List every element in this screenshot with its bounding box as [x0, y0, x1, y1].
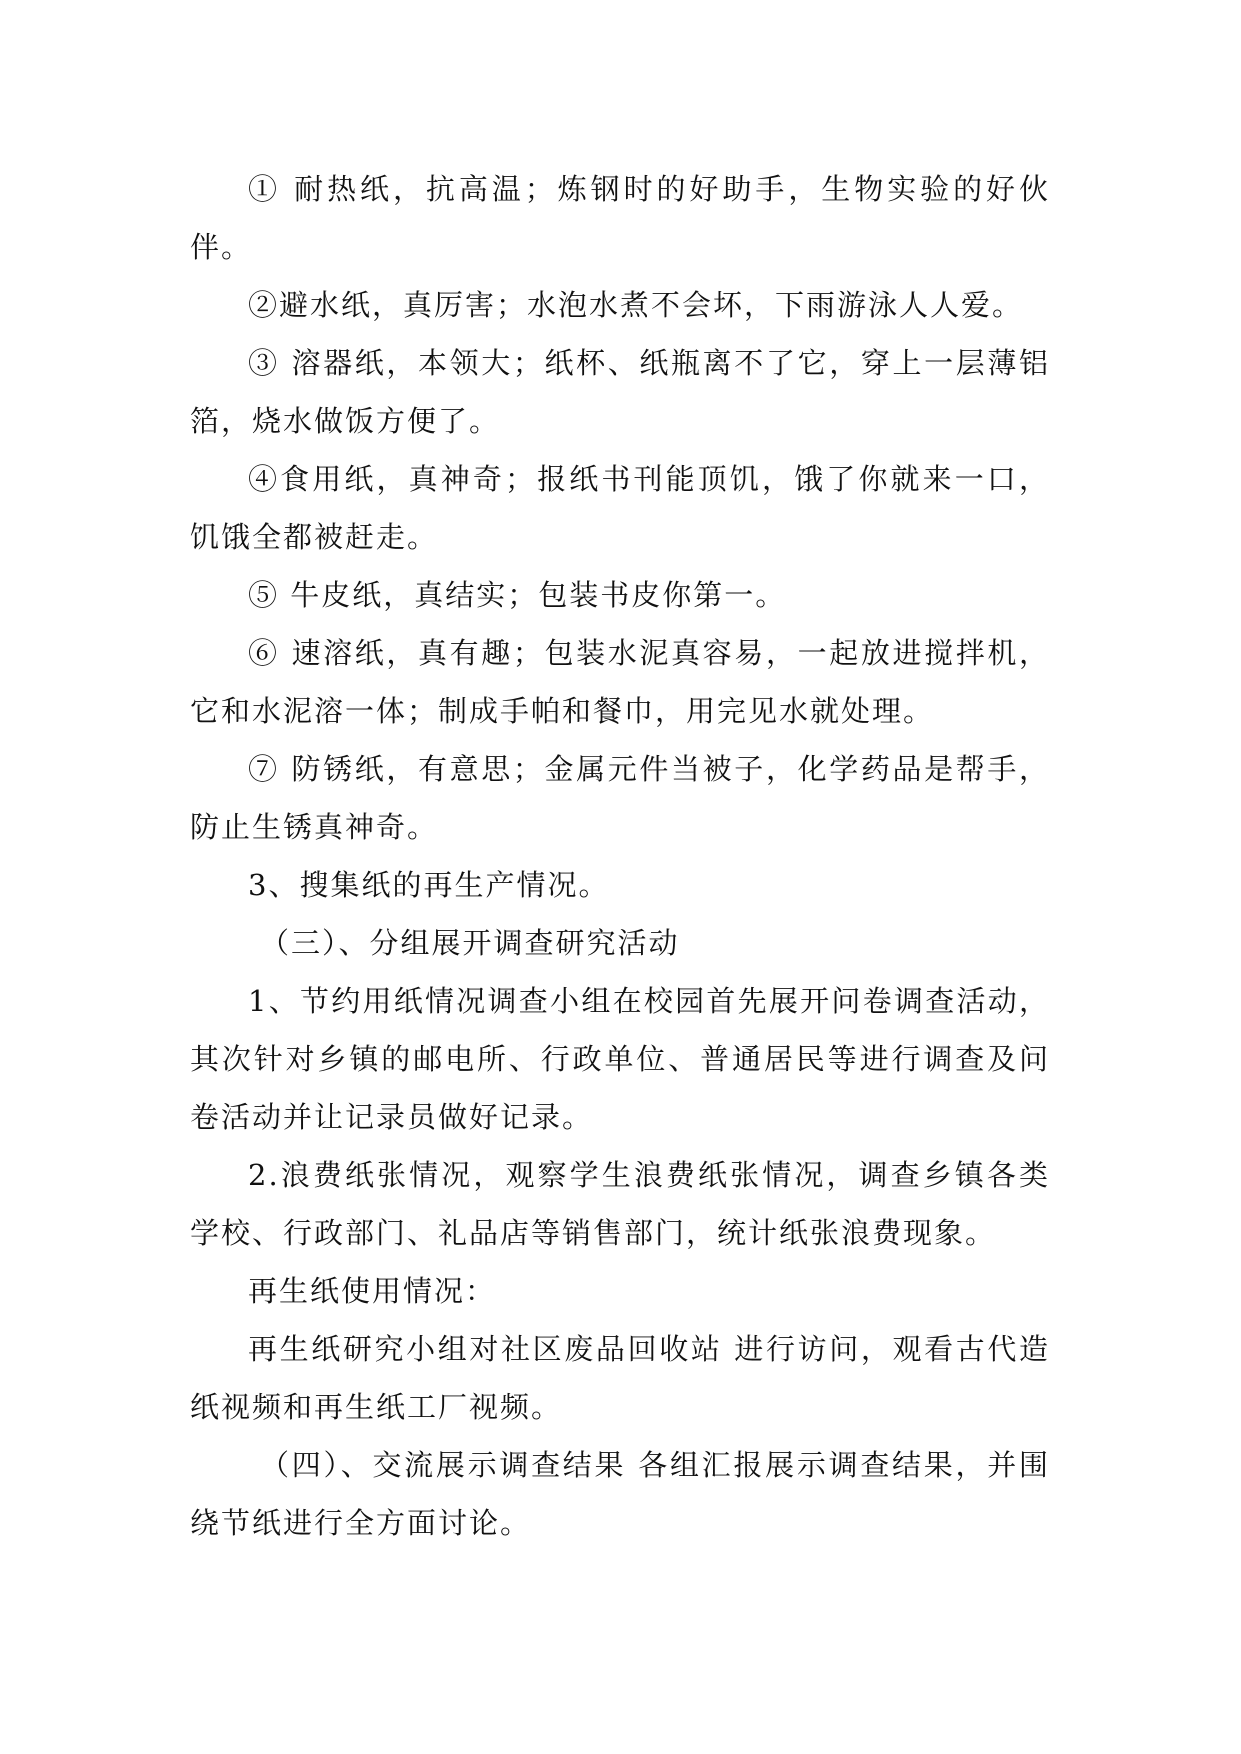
- paragraph-step-2: 2.浪费纸张情况，观察学生浪费纸张情况，调查乡镇各类学校、行政部门、礼品店等销售部门，统计纸张浪费现象。: [190, 1158, 1050, 1250]
- paragraph-anti-rust-paper: ⑦ 防锈纸，有意思；金属元件当被子，化学药品是帮手，防止生锈真神奇。: [190, 752, 1050, 844]
- paragraph-step-1: 1、节约用纸情况调查小组在校园首先展开问卷调查活动，其次针对乡镇的邮电所、行政单位、普通居民等进行调查及问卷活动并让记录员做好记录。: [190, 984, 1050, 1134]
- document-body: [190, 160, 1050, 1552]
- paragraph-kraft-paper: ⑤ 牛皮纸，真结实；包装书皮你第一。: [248, 578, 787, 612]
- paragraph-item-3: 3、搜集纸的再生产情况。: [248, 868, 610, 902]
- paragraph-waterproof-paper: ②避水纸，真厉害；水泡水煮不会坏，下雨游泳人人爱。: [248, 288, 1024, 322]
- paragraph-quick-dissolve-paper: ⑥ 速溶纸，真有趣；包装水泥真容易，一起放进搅拌机，它和水泥溶一体；制成手帕和餐巾，用完见水就处理。: [190, 636, 1050, 728]
- paragraph-recycled-paper-label: 再生纸使用情况：: [248, 1274, 497, 1308]
- section-heading-4: （四）、交流展示调查结果 各组汇报展示调查结果，并围绕节纸进行全方面讨论。: [190, 1448, 1050, 1540]
- paragraph-container-paper: ③ 溶器纸，本领大；纸杯、纸瓶离不了它，穿上一层薄铝箔，烧水做饭方便了。: [190, 346, 1050, 438]
- paragraph-heat-resistant-paper: ① 耐热纸，抗高温；炼钢时的好助手，生物实验的好伙伴。: [190, 172, 1050, 264]
- section-heading-3: （三）、分组展开调查研究活动: [260, 926, 680, 960]
- paragraph-edible-paper: ④食用纸，真神奇；报纸书刊能顶饥，饿了你就来一口，饥饿全都被赶走。: [190, 462, 1050, 554]
- paragraph-recycled-paper-group: 再生纸研究小组对社区废品回收站 进行访问，观看古代造纸视频和再生纸工厂视频。: [190, 1332, 1050, 1424]
